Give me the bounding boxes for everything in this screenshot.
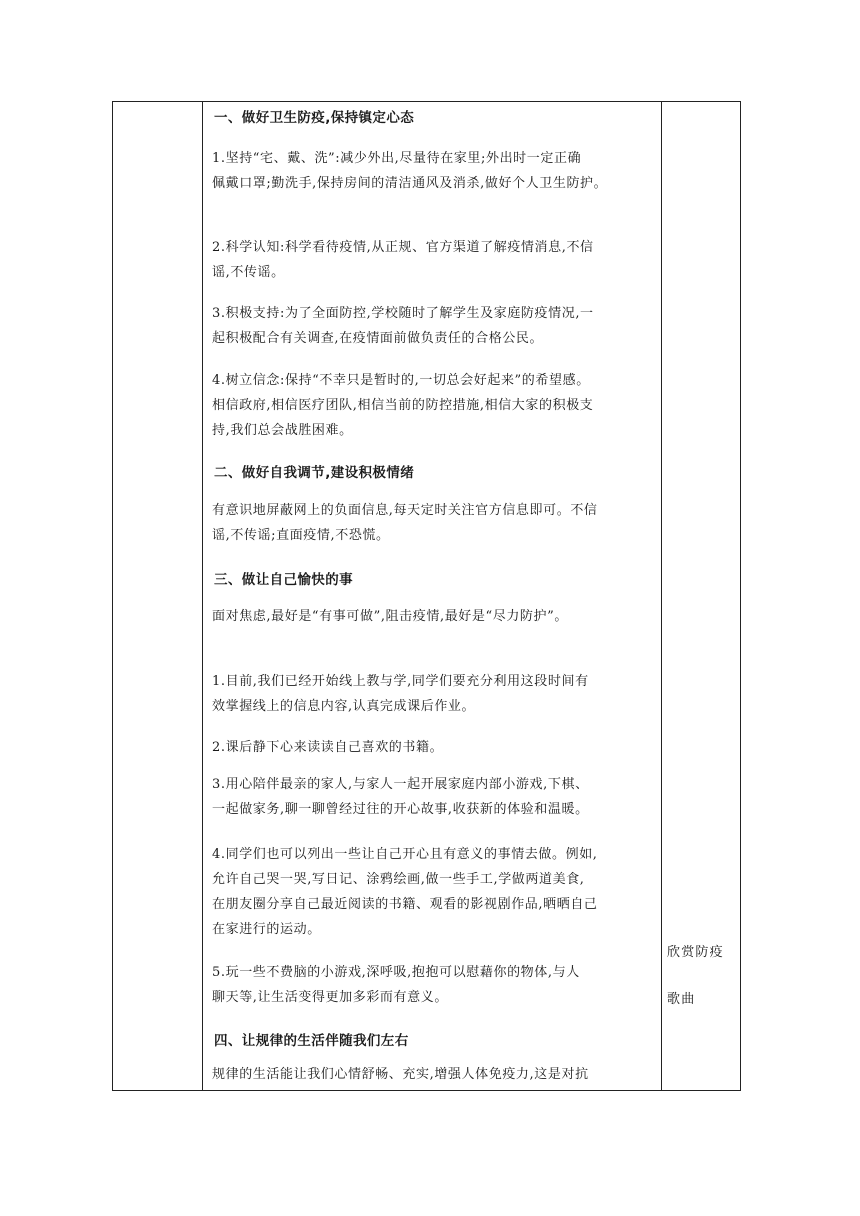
paragraph: 5.玩一些不费脑的小游戏,深呼吸,抱抱可以慰藉你的物体,与人 聊天等,让生活变得更加多彩而有意义。: [212, 965, 580, 1005]
paragraph: 4.同学们也可以列出一些让自己开心且有意义的事情去做。例如, 允许自己哭一哭,写日记、涂鸦绘画,做一些手工,学做两道美食, 在朋友圈分享自己最近阅读的书籍、观看的影视剧作品,晒晒自己 在家进行的运动。: [212, 847, 598, 937]
section-heading: 一、做好卫生防疫,保持镇定心态: [214, 110, 415, 126]
paragraph: 面对焦虑,最好是“有事可做”,阻击疫情,最好是“尽力防护”。: [212, 609, 568, 624]
section-heading: 二、做好自我调节,建设积极情绪: [214, 465, 415, 481]
content-cell: [210, 101, 650, 1091]
paragraph: 规律的生活能让我们心情舒畅、充实,增强人体免疫力,这是对抗: [212, 1067, 589, 1082]
paragraph: 3.用心陪伴最亲的家人,与家人一起开展家庭内部小游戏,下棋、 一起做家务,聊一聊曾经过往的开心故事,收获新的体验和温暖。: [212, 777, 589, 817]
column-divider-left: [202, 102, 203, 1090]
section-heading: 四、让规律的生活伴随我们左右: [214, 1033, 409, 1049]
paragraph: 2.科学认知:科学看待疫情,从正规、官方渠道了解疫情消息,不信 谣,不传谣。: [212, 240, 594, 280]
paragraph: 1.目前,我们已经开始线上教与学,同学们要充分利用这段时间有 效掌握线上的信息内容,认真完成课后作业。: [212, 674, 589, 714]
paragraph: 4.树立信念:保持“不幸只是暂时的,一切总会好起来”的希望感。 相信政府,相信医疗团队,相信当前的防控措施,相信大家的积极支 持,我们总会战胜困难。: [212, 373, 594, 438]
column-divider-right: [661, 102, 662, 1090]
paragraph: 3.积极支持:为了全面防控,学校随时了解学生及家庭防疫情况,一 起积极配合有关调查,在疫情面前做负责任的合格公民。: [212, 306, 594, 346]
paragraph: 有意识地屏蔽网上的负面信息,每天定时关注官方信息即可。不信 谣,不传谣;直面疫情,不恐慌。: [212, 503, 598, 543]
paragraph: 1.坚持“宅、戴、洗”:减少外出,尽量待在家里;外出时一定正确 佩戴口罩;勤洗手,保持房间的清洁通风及消杀,做好个人卫生防护。: [212, 151, 608, 191]
paragraph: 2.课后静下心来读读自己喜欢的书籍。: [212, 740, 444, 755]
activity-label: 欣赏防疫: [667, 945, 724, 960]
activity-label: 歌曲: [667, 992, 696, 1007]
section-heading: 三、做让自己愉快的事: [214, 572, 353, 588]
